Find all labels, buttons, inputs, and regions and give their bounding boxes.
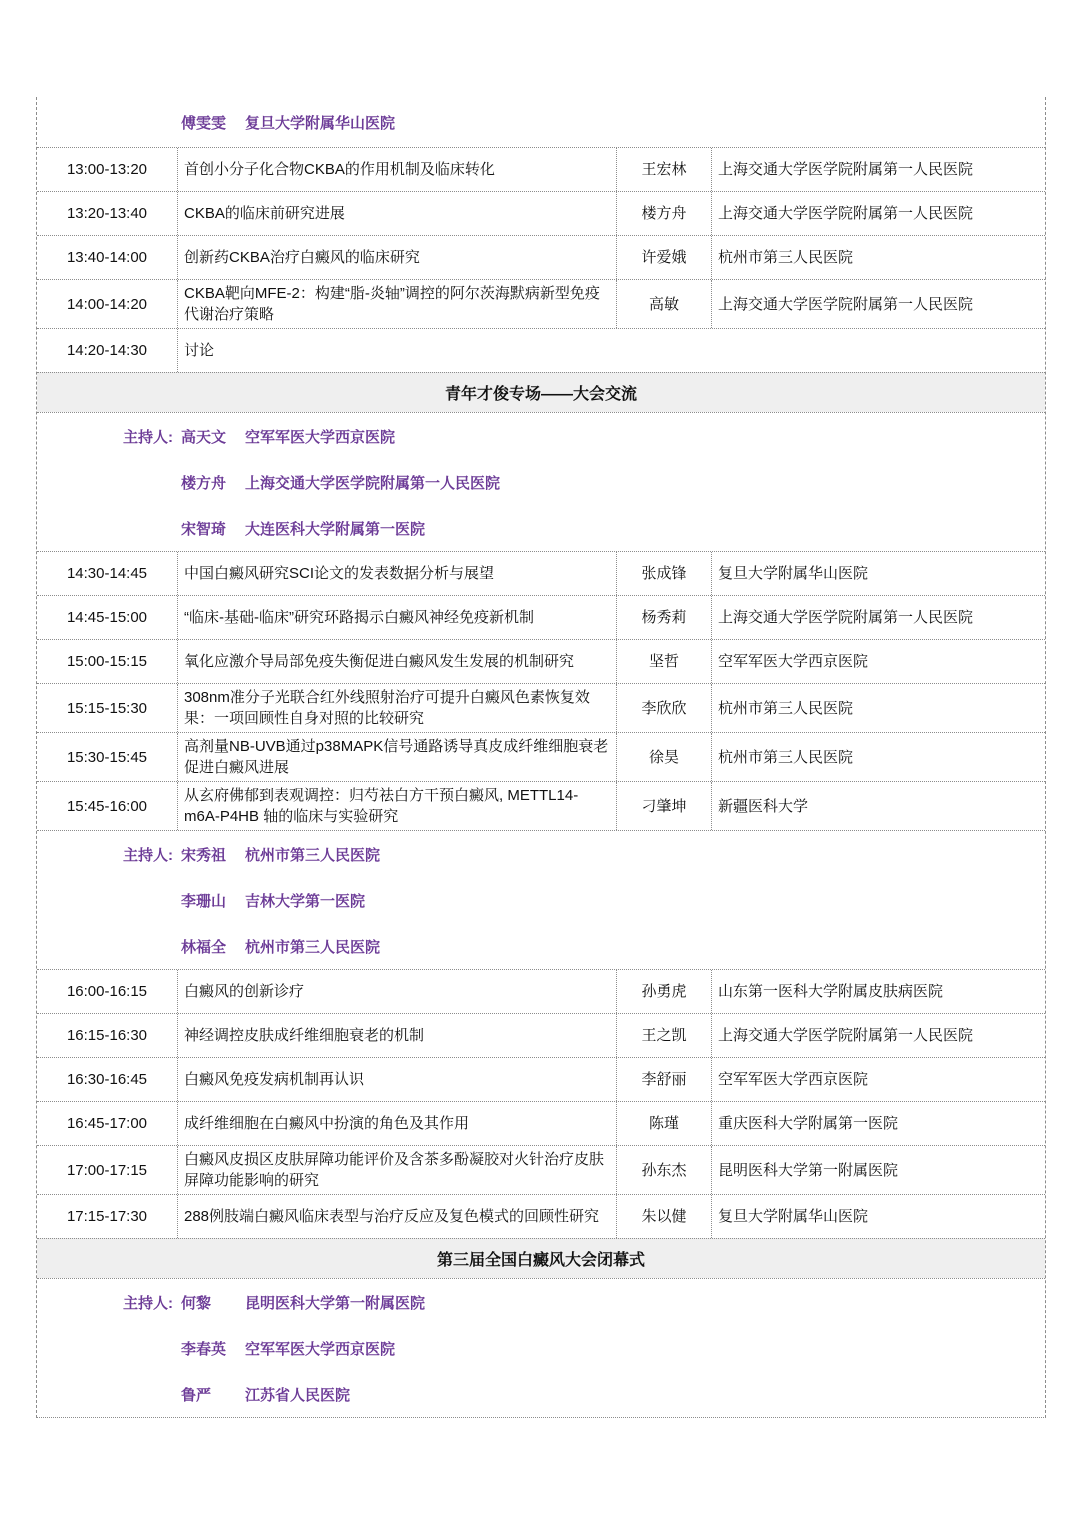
talk-time: 16:15-16:30 [66,1027,148,1044]
talk-time: 16:45-17:00 [66,1115,148,1132]
talk-speaker: 王之凯 [616,1014,711,1057]
schedule-table [36,97,1046,1418]
section-header-row [37,372,1045,412]
chairs-row [37,1278,1045,1417]
chair-entry [37,1371,1045,1417]
talk-speaker: 高敏 [616,280,711,328]
talk-speaker: 孙东杰 [616,1146,711,1194]
talk-row [37,969,1045,1013]
talk-affiliation: 复旦大学附属华山医院 [711,552,1045,595]
section-title: 青年才俊专场——大会交流 [444,386,637,403]
talk-row [37,1057,1045,1101]
talk-time: 13:40-14:00 [66,249,148,266]
talk-time: 17:00-17:15 [66,1161,148,1179]
talk-row [37,1194,1045,1238]
talk-affiliation: 上海交通大学医学院附属第一人民医院 [711,280,1045,328]
talk-title: 白癜风免疫发病机制再认识 [177,1058,616,1101]
talk-speaker: 徐昊 [616,733,711,781]
chair-entry [37,923,1045,969]
talk-title: 288例肢端白癜风临床表型与治疗反应及复色模式的回顾性研究 [177,1195,616,1238]
talk-title: 神经调控皮肤成纤维细胞衰老的机制 [177,1014,616,1057]
talk-title: 讨论 [177,329,1047,372]
talk-speaker: 王宏林 [616,148,711,191]
chair-entry [37,877,1045,923]
talk-affiliation: 新疆医科大学 [711,782,1045,830]
chair-affiliation: 大连医科大学附属第一医院 [245,520,426,538]
talk-time: 14:00-14:20 [66,295,148,313]
talk-row-discussion [37,328,1045,372]
talk-time: 14:30-14:45 [66,565,148,582]
chair-name: 傅雯雯 [181,114,227,132]
talk-speaker: 朱以健 [616,1195,711,1238]
talk-affiliation: 重庆医科大学附属第一医院 [711,1102,1045,1145]
chair-name: 李珊山 [181,892,227,910]
talk-title: CKBA的临床前研究进展 [177,192,616,235]
talk-affiliation: 上海交通大学医学院附属第一人民医院 [711,148,1045,191]
talk-row [37,781,1045,830]
chair-entry [37,459,1045,505]
chair-affiliation: 上海交通大学医学院附属第一人民医院 [245,474,501,492]
chair-affiliation: 江苏省人民医院 [245,1386,351,1404]
talk-title: CKBA靶向MFE-2：构建“脂-炎轴”调控的阿尔茨海默病新型免疫代谢治疗策略 [177,280,616,328]
talk-affiliation: 上海交通大学医学院附属第一人民医院 [711,192,1045,235]
talk-time: 15:30-15:45 [66,748,148,766]
talk-affiliation: 杭州市第三人民医院 [711,236,1045,279]
talk-affiliation: 昆明医科大学第一附属医院 [711,1146,1045,1194]
chair-entry [37,831,1045,877]
chair-name: 宋智琦 [181,520,227,538]
talk-affiliation: 空军军医大学西京医院 [711,640,1045,683]
talk-speaker: 楼方舟 [616,192,711,235]
talk-row [37,732,1045,781]
talk-title: 308nm准分子光联合红外线照射治疗可提升白癜风色素恢复效果：一项回顾性自身对照的比较研究 [177,684,616,732]
chairs-row [37,830,1045,969]
talk-affiliation: 山东第一医科大学附属皮肤病医院 [711,970,1045,1013]
talk-time: 17:15-17:30 [66,1208,148,1225]
talk-title: 中国白癜风研究SCI论文的发表数据分析与展望 [177,552,616,595]
talk-speaker: 陈瑾 [616,1102,711,1145]
chair-role-label: 主持人: [123,846,173,864]
chair-entry [37,505,1045,551]
section-title: 第三届全国白癜风大会闭幕式 [436,1252,645,1269]
section-header-row [37,1238,1045,1278]
chair-name: 楼方舟 [181,474,227,492]
chair-name: 何黎 [181,1294,212,1312]
talk-title: 从玄府佛郁到表观调控：归芍祛白方干预白癜风, METTL14-m6A-P4HB 轴的临床与实验研究 [177,782,616,830]
chair-affiliation: 昆明医科大学第一附属医院 [245,1294,426,1312]
talk-speaker: 杨秀莉 [616,596,711,639]
talk-affiliation: 杭州市第三人民医院 [711,733,1045,781]
talk-row [37,147,1045,191]
chair-entry [37,1325,1045,1371]
chairs-row [37,412,1045,551]
talk-time: 13:00-13:20 [66,161,148,178]
talk-time: 16:00-16:15 [66,983,148,1000]
chair-role-label: 主持人: [123,1294,173,1312]
chair-affiliation: 复旦大学附属华山医院 [245,114,396,132]
chair-name: 鲁严 [181,1386,212,1404]
chair-affiliation: 杭州市第三人民医院 [245,846,381,864]
talk-row [37,1101,1045,1145]
chair-entry [37,413,1045,459]
talk-affiliation: 上海交通大学医学院附属第一人民医院 [711,1014,1045,1057]
talk-affiliation: 复旦大学附属华山医院 [711,1195,1045,1238]
talk-speaker: 许爱娥 [616,236,711,279]
talk-time: 16:30-16:45 [66,1071,148,1088]
talk-affiliation: 杭州市第三人民医院 [711,684,1045,732]
talk-row [37,551,1045,595]
talk-speaker: 刁肇坤 [616,782,711,830]
talk-title: “临床-基础-临床”研究环路揭示白癜风神经免疫新机制 [177,596,616,639]
chair-role-label: 主持人: [123,428,173,446]
talk-row [37,235,1045,279]
talk-row [37,639,1045,683]
talk-affiliation: 上海交通大学医学院附属第一人民医院 [711,596,1045,639]
talk-affiliation: 空军军医大学西京医院 [711,1058,1045,1101]
talk-speaker: 张成锋 [616,552,711,595]
talk-row [37,683,1045,732]
talk-title: 成纤维细胞在白癜风中扮演的角色及其作用 [177,1102,616,1145]
talk-title: 白癜风皮损区皮肤屏障功能评价及含茶多酚凝胶对火针治疗皮肤屏障功能影响的研究 [177,1146,616,1194]
talk-speaker: 李舒丽 [616,1058,711,1101]
chair-affiliation: 吉林大学第一医院 [245,892,366,910]
talk-row [37,1145,1045,1194]
talk-time: 14:45-15:00 [66,609,148,626]
chair-affiliation: 空军军医大学西京医院 [245,428,396,446]
talk-title: 创新药CKBA治疗白癜风的临床研究 [177,236,616,279]
chairs-row [37,97,1045,147]
talk-title: 氧化应激介导局部免疫失衡促进白癜风发生发展的机制研究 [177,640,616,683]
talk-time: 15:45-16:00 [66,797,148,815]
talk-row [37,279,1045,328]
chair-affiliation: 杭州市第三人民医院 [245,938,381,956]
talk-time: 15:15-15:30 [66,699,148,717]
talk-row [37,191,1045,235]
talk-time: 14:20-14:30 [66,342,148,359]
talk-time: 15:00-15:15 [66,653,148,670]
chair-entry [37,97,1045,147]
talk-speaker: 孙勇虎 [616,970,711,1013]
chair-name: 宋秀祖 [181,846,227,864]
talk-title: 白癜风的创新诊疗 [177,970,616,1013]
talk-row [37,1013,1045,1057]
chair-affiliation: 空军军医大学西京医院 [245,1340,396,1358]
talk-time: 13:20-13:40 [66,205,148,222]
chair-name: 林福全 [181,938,227,956]
chair-entry [37,1279,1045,1325]
talk-row [37,595,1045,639]
talk-title: 高剂量NB-UVB通过p38MAPK信号通路诱导真皮成纤维细胞衰老促进白癜风进展 [177,733,616,781]
talk-title: 首创小分子化合物CKBA的作用机制及临床转化 [177,148,616,191]
chair-name: 高天文 [181,428,227,446]
talk-speaker: 李欣欣 [616,684,711,732]
chair-name: 李春英 [181,1340,227,1358]
talk-speaker: 坚哲 [616,640,711,683]
